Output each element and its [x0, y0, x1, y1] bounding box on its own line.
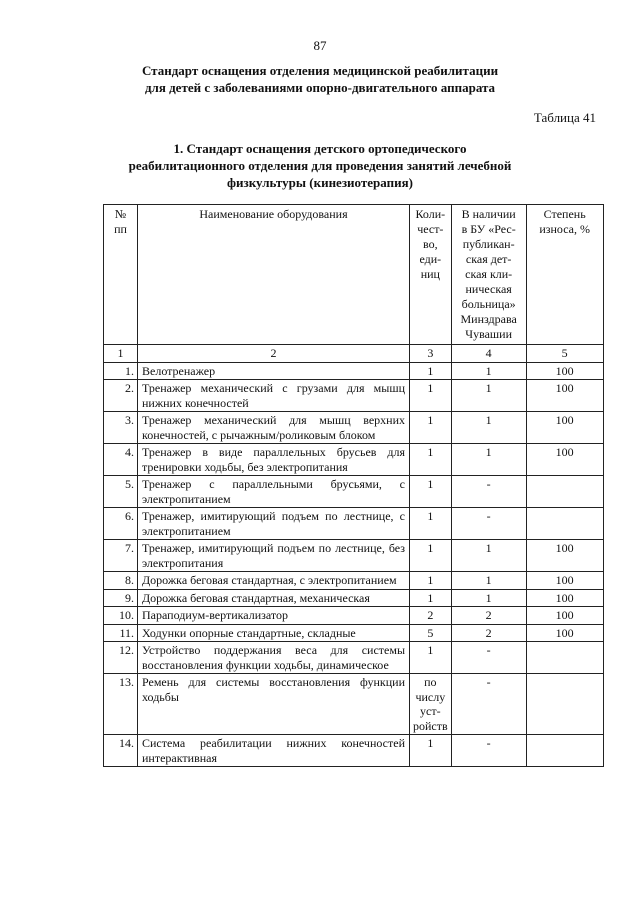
table-row	[104, 624, 604, 642]
wear-percent: 100	[526, 624, 603, 642]
equipment-name: Устройство поддержания веса для системы восстановления функции ходьбы, динамическое	[138, 642, 410, 674]
row-number: 1.	[104, 362, 138, 380]
table-row	[104, 572, 604, 590]
equipment-name: Тренажер, имитирующий подъем по лестнице, с электропитанием	[138, 508, 410, 540]
availability: -	[451, 508, 526, 540]
availability: 1	[451, 572, 526, 590]
table-row	[104, 380, 604, 412]
equipment-name: Дорожка беговая стандартная, механическая	[138, 589, 410, 607]
wear-percent: 100	[526, 589, 603, 607]
equipment-name: Ремень для системы восстановления функции ходьбы	[138, 674, 410, 735]
row-number: 10.	[104, 607, 138, 625]
availability: 2	[451, 624, 526, 642]
table-row	[104, 362, 604, 380]
row-number: 13.	[104, 674, 138, 735]
quantity: 1	[410, 572, 452, 590]
document-title	[0, 62, 640, 96]
section-title-line-1: 1. Стандарт оснащения детского ортопедического	[173, 141, 467, 156]
column-number: 5	[526, 345, 603, 363]
wear-percent	[526, 674, 603, 735]
row-number: 14.	[104, 735, 138, 767]
table-row	[104, 476, 604, 508]
table-row	[104, 540, 604, 572]
table-row	[104, 412, 604, 444]
availability: 1	[451, 540, 526, 572]
wear-percent: 100	[526, 540, 603, 572]
quantity: 5	[410, 624, 452, 642]
quantity: 1	[410, 642, 452, 674]
row-number: 9.	[104, 589, 138, 607]
header-quantity: Коли- чест- во, еди- ниц	[410, 205, 452, 345]
section-title-line-3: физкультуры (кинезиотерапия)	[227, 175, 413, 190]
table-body	[104, 362, 604, 767]
row-number: 7.	[104, 540, 138, 572]
quantity: 1	[410, 380, 452, 412]
quantity: 2	[410, 607, 452, 625]
header-equipment-name: Наименование оборудования	[138, 205, 410, 345]
quantity: 1	[410, 540, 452, 572]
equipment-name: Тренажер в виде параллельных брусьев для тренировки ходьбы, без электропитания	[138, 444, 410, 476]
row-number: 11.	[104, 624, 138, 642]
quantity: 1	[410, 589, 452, 607]
table-row	[104, 607, 604, 625]
availability: -	[451, 476, 526, 508]
availability: 1	[451, 362, 526, 380]
title-line-2: для детей с заболеваниями опорно-двигательного аппарата	[144, 80, 496, 95]
wear-percent: 100	[526, 607, 603, 625]
equipment-table	[103, 204, 604, 767]
row-number: 2.	[104, 380, 138, 412]
availability: -	[451, 674, 526, 735]
table-row	[104, 508, 604, 540]
wear-percent	[526, 735, 603, 767]
quantity: по числу уст-ройств	[410, 674, 452, 735]
quantity: 1	[410, 508, 452, 540]
header-number: № пп	[104, 205, 138, 345]
table-row	[104, 674, 604, 735]
quantity: 1	[410, 735, 452, 767]
row-number: 4.	[104, 444, 138, 476]
availability: 1	[451, 589, 526, 607]
wear-percent: 100	[526, 412, 603, 444]
row-number: 8.	[104, 572, 138, 590]
equipment-name: Дорожка беговая стандартная, с электропитанием	[138, 572, 410, 590]
header-availability: В наличии в БУ «Рес- публикан- ская дет- ская кли- ническая больница» Минздрава Чувашии	[451, 205, 526, 345]
equipment-name: Параподиум-вертикализатор	[138, 607, 410, 625]
equipment-name: Система реабилитации нижних конечностей интерактивная	[138, 735, 410, 767]
page-number: 87	[313, 38, 327, 53]
table-header-row	[104, 205, 604, 345]
availability: 1	[451, 444, 526, 476]
table-row	[104, 444, 604, 476]
row-number: 5.	[104, 476, 138, 508]
availability: -	[451, 735, 526, 767]
equipment-name: Велотренажер	[138, 362, 410, 380]
availability: 2	[451, 607, 526, 625]
column-number: 2	[138, 345, 410, 363]
table-row	[104, 589, 604, 607]
equipment-name: Тренажер механический для мышц верхних конечностей, с рычажным/роликовым блоком	[138, 412, 410, 444]
header-wear: Степень износа, %	[526, 205, 603, 345]
equipment-name: Ходунки опорные стандартные, складные	[138, 624, 410, 642]
row-number: 6.	[104, 508, 138, 540]
equipment-name: Тренажер, имитирующий подъем по лестнице, без электропитания	[138, 540, 410, 572]
title-line-1: Стандарт оснащения отделения медицинской реабилитации	[141, 63, 499, 78]
row-number: 12.	[104, 642, 138, 674]
equipment-name: Тренажер с параллельными брусьями, с электропитанием	[138, 476, 410, 508]
wear-percent	[526, 508, 603, 540]
availability: -	[451, 642, 526, 674]
table-row	[104, 735, 604, 767]
quantity: 1	[410, 412, 452, 444]
wear-percent: 100	[526, 444, 603, 476]
row-number: 3.	[104, 412, 138, 444]
quantity: 1	[410, 362, 452, 380]
wear-percent: 100	[526, 380, 603, 412]
table-label: Таблица 41	[533, 110, 596, 125]
column-number: 3	[410, 345, 452, 363]
column-number: 1	[104, 345, 138, 363]
column-number: 4	[451, 345, 526, 363]
quantity: 1	[410, 476, 452, 508]
wear-percent: 100	[526, 362, 603, 380]
section-title-line-2: реабилитационного отделения для проведения занятий лечебной	[128, 158, 512, 173]
wear-percent	[526, 642, 603, 674]
wear-percent: 100	[526, 572, 603, 590]
table-row	[104, 642, 604, 674]
column-number-row	[104, 345, 604, 363]
availability: 1	[451, 412, 526, 444]
section-title	[0, 140, 640, 191]
quantity: 1	[410, 444, 452, 476]
availability: 1	[451, 380, 526, 412]
wear-percent	[526, 476, 603, 508]
equipment-name: Тренажер механический с грузами для мышц нижних конечностей	[138, 380, 410, 412]
